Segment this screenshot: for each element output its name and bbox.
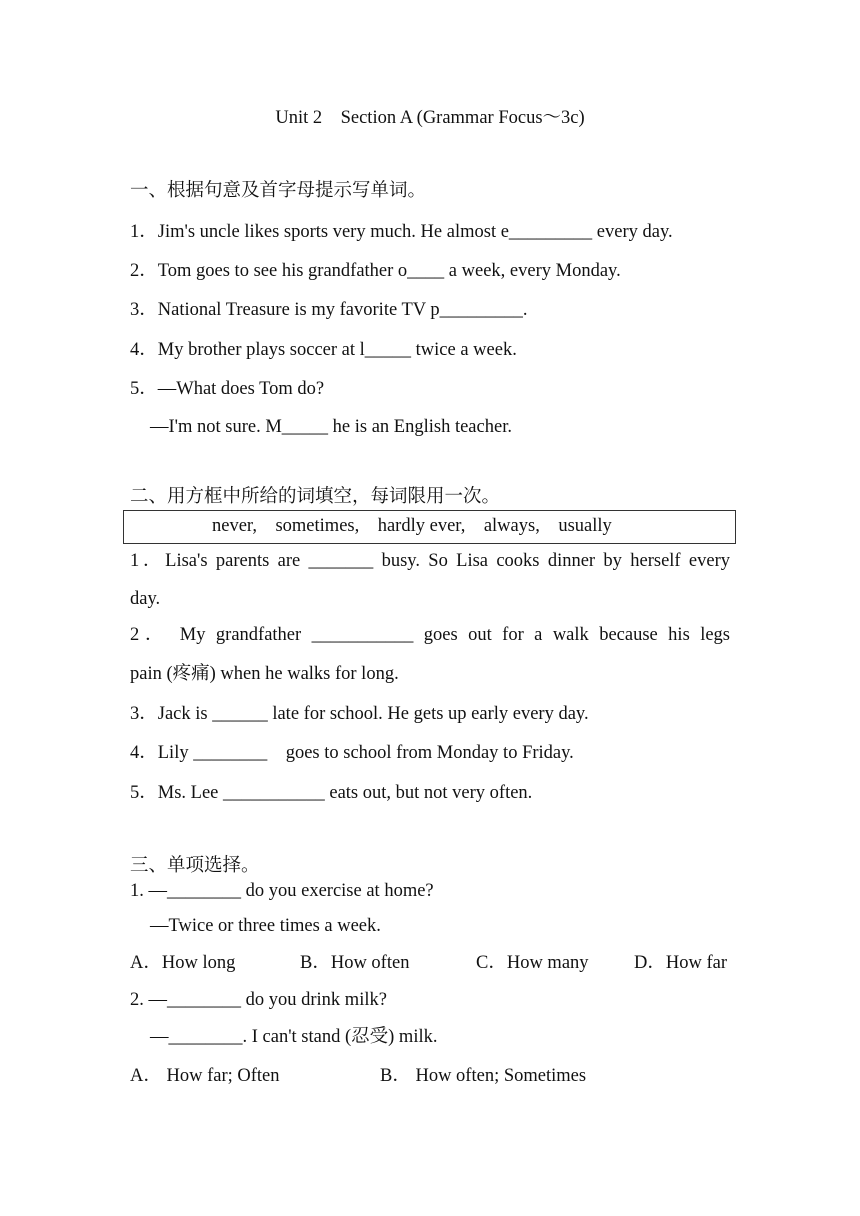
q2-stem: 2. —________ do you drink milk? <box>130 990 387 1010</box>
s1-item-1: 1．Jim's uncle likes sports very much. He almost e_________ every day. <box>130 222 673 242</box>
s2-item-1-cont: day. <box>130 589 161 609</box>
q1-option-a: A．How long <box>130 953 236 973</box>
q1-option-b: B．How often <box>300 953 410 973</box>
s2-item-5: 5．Ms. Lee ___________ eats out, but not very often. <box>130 783 533 803</box>
section-3-heading: 三、单项选择。 <box>130 856 260 876</box>
s2-item-1: 1．Lisa's parents are _______ busy. So Lisa cooks dinner by herself every <box>130 551 730 571</box>
word-box <box>123 510 736 544</box>
s1-item-5: 5．—What does Tom do? <box>130 379 325 399</box>
s2-item-2: 2． My grandfather ___________ goes out for a walk because his legs <box>130 625 730 645</box>
q1-answer-line: —Twice or three times a week. <box>150 916 381 936</box>
s1-item-3: 3．National Treasure is my favorite TV p_________. <box>130 300 528 320</box>
q1-stem: 1. —________ do you exercise at home? <box>130 881 434 901</box>
s2-item-4: 4．Lily ________ goes to school from Monday to Friday. <box>130 743 574 763</box>
section-2-heading: 二、用方框中所给的词填空，每词限用一次。 <box>130 487 501 507</box>
s2-item-3: 3．Jack is ______ late for school. He gets up early every day. <box>130 704 589 724</box>
page-title: Unit 2 Section A (Grammar Focus～3c) <box>275 108 585 128</box>
q1-option-d: D．How far <box>634 953 727 973</box>
s1-item-5-answer: —I'm not sure. M_____ he is an English teacher. <box>150 417 512 437</box>
s1-item-2: 2．Tom goes to see his grandfather o____ a week, every Monday. <box>130 261 621 281</box>
q1-option-c: C．How many <box>476 953 589 973</box>
q2-option-a: A． How far; Often <box>130 1066 280 1086</box>
q2-option-b: B． How often; Sometimes <box>380 1066 587 1086</box>
section-1-heading: 一、根据句意及首字母提示写单词。 <box>130 181 427 201</box>
s1-item-4: 4．My brother plays soccer at l_____ twice a week. <box>130 340 517 360</box>
q2-answer-line: —________. I can't stand (忍受) milk. <box>150 1027 438 1047</box>
word-box-words: never, sometimes, hardly ever, always, usually <box>212 516 612 536</box>
s2-item-2-cont: pain (疼痛) when he walks for long. <box>130 664 399 684</box>
